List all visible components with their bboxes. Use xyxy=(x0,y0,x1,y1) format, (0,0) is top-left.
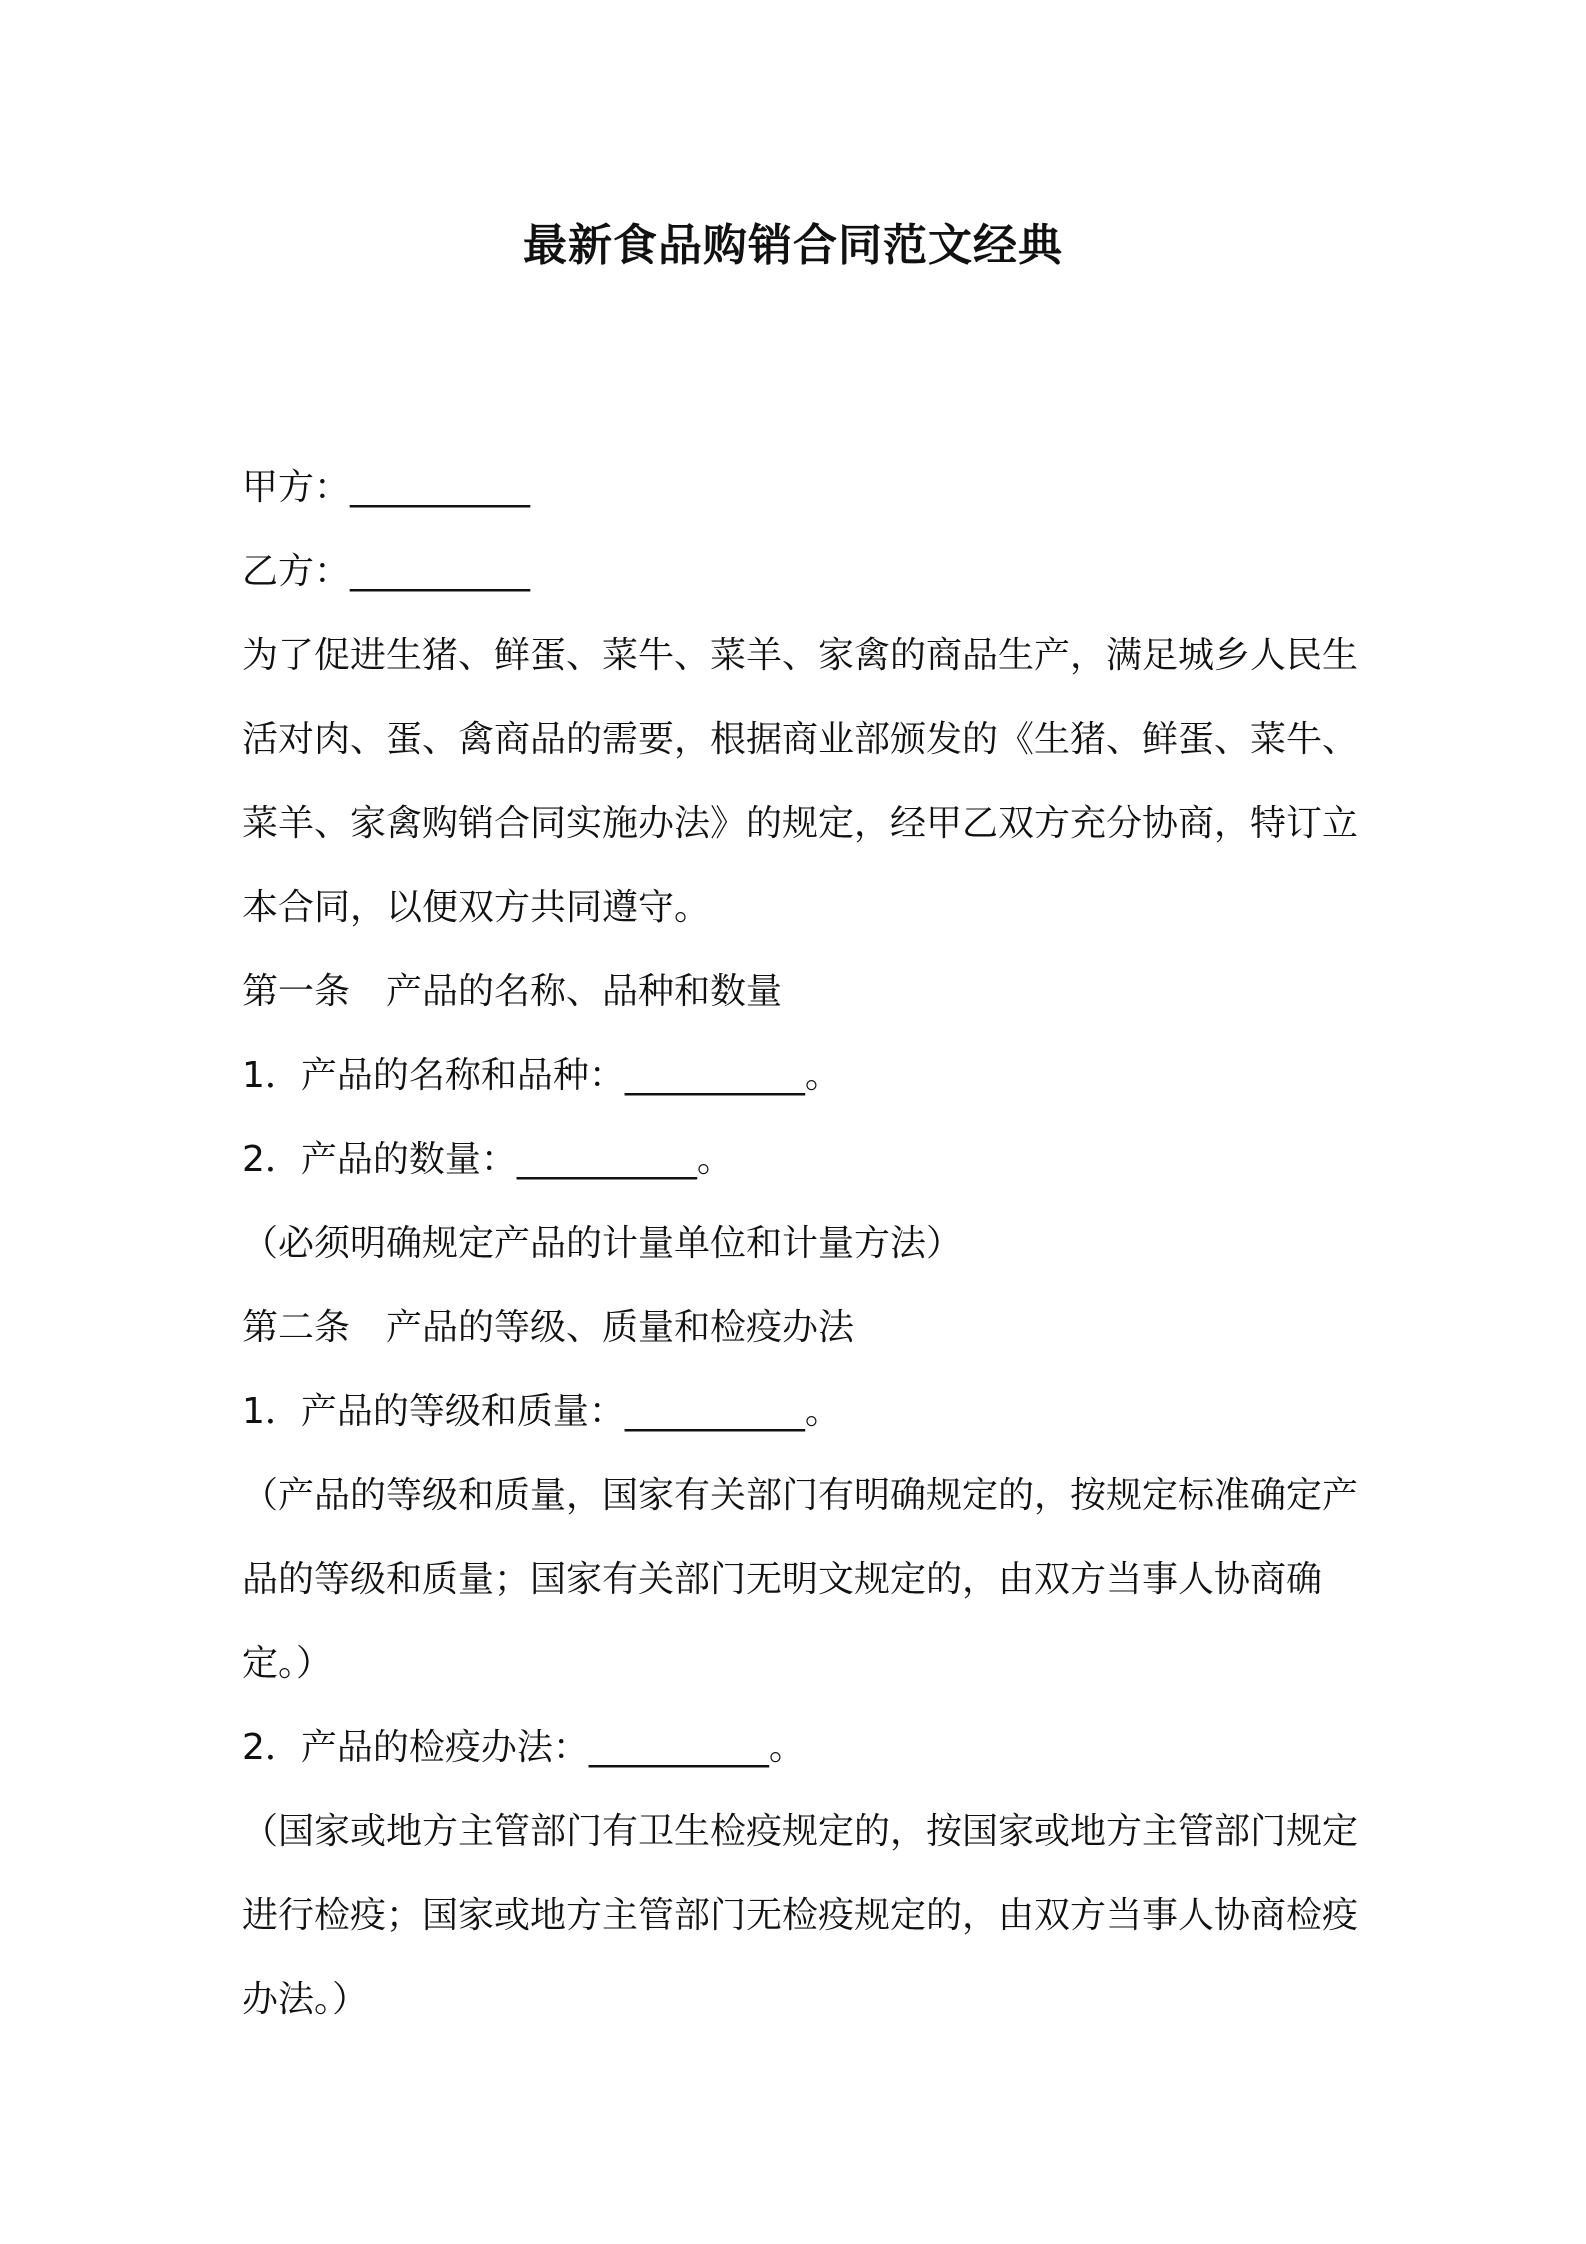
document-body xyxy=(242,446,1358,2042)
party-a-line: 甲方：__________ xyxy=(242,467,531,508)
article-one-heading: 第一条 产品的名称、品种和数量 xyxy=(242,971,783,1012)
article-two-heading: 第二条 产品的等级、质量和检疫办法 xyxy=(242,1307,855,1348)
article-one-note: （必须明确规定产品的计量单位和计量方法） xyxy=(242,1223,963,1264)
article-one-item-2: 2．产品的数量：__________。 xyxy=(242,1139,733,1180)
article-one-item-1: 1．产品的名称和品种：__________。 xyxy=(242,1055,841,1096)
article-two-item-1: 1．产品的等级和质量：__________。 xyxy=(242,1391,841,1432)
article-two-note-2: （国家或地方主管部门有卫生检疫规定的，按国家或地方主管部门规定进行检疫；国家或地方主管部门无检疫规定的，由双方当事人协商检疫办法。） xyxy=(242,1811,1359,2020)
article-two-note-1: （产品的等级和质量，国家有关部门有明确规定的，按规定标准确定产品的等级和质量；国家有关部门无明文规定的，由双方当事人协商确定。） xyxy=(242,1475,1359,1684)
document-title: 最新食品购销合同范文经典 xyxy=(523,220,1063,271)
party-b-line: 乙方：__________ xyxy=(242,551,531,592)
preamble-paragraph: 为了促进生猪、鲜蛋、菜牛、菜羊、家禽的商品生产，满足城乡人民生活对肉、蛋、禽商品的需要，根据商业部颁发的《生猪、鲜蛋、菜牛、菜羊、家禽购销合同实施办法》的规定，经甲乙双方充分协商，特订立本合同，以便双方共同遵守。 xyxy=(242,635,1359,928)
article-two-item-2: 2．产品的检疫办法：__________。 xyxy=(242,1727,805,1768)
